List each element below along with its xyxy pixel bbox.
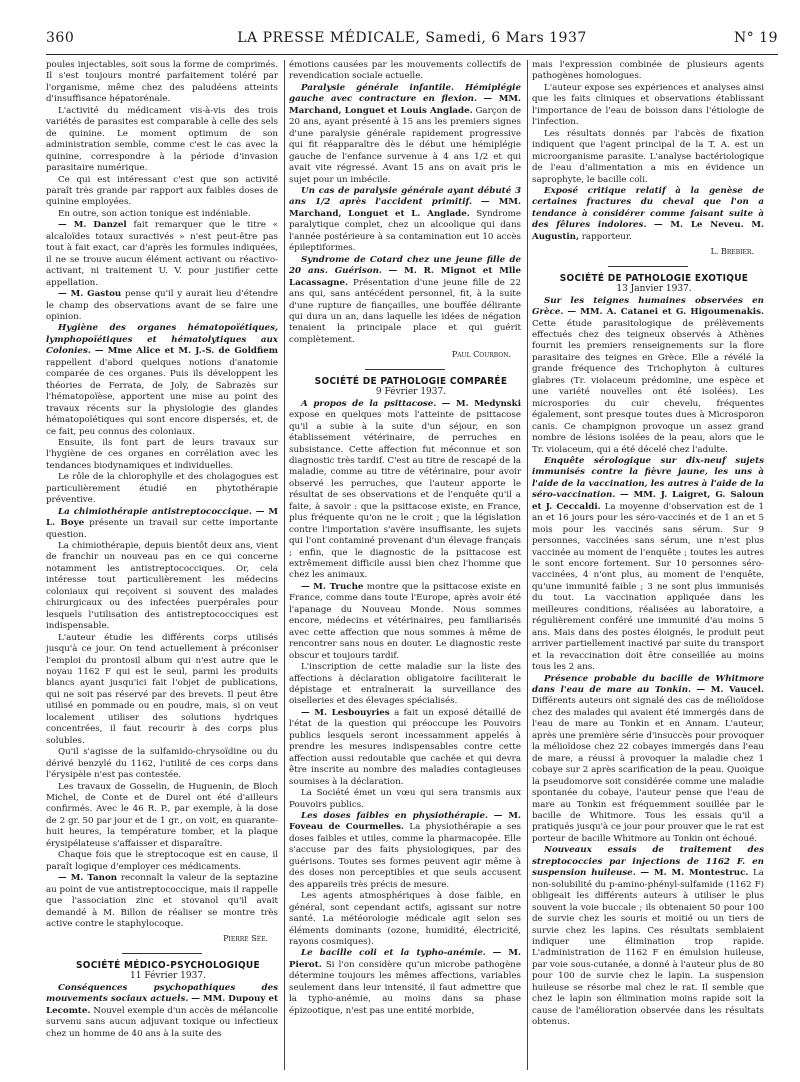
communication-title: Nouveaux essais de traitement des streptococcies par injections de 1162 F. en suspension huileuse. — [532, 845, 764, 879]
communication-title: Sur les teignes humaines observées en Grèce. — [532, 295, 764, 318]
paragraph-text: rapporteur. — [579, 231, 632, 242]
paragraph: L'inscription de cette maladie sur la liste des affections à déclaration obligatoire faciliterait le dépistage et entraînerait la surveillance des oiselleries et des élevages spécialisés. — [289, 662, 521, 707]
paragraph-text: reconnaît la valeur de la septazine au point de vue antistreptococcique, mais il rappelle que l'association zinc et stovanol qu'il avait demandé à M. Billon de réaliser se montre très active contre le staphylocoque. — [46, 873, 278, 929]
communication — [289, 83, 521, 186]
author-name: — M. Danzel — [58, 220, 127, 231]
author-name: — M. Foveau de Courmelles. — [289, 811, 521, 833]
communication — [289, 255, 521, 347]
section-heading: SOCIÉTÉ DE PATHOLOGIE EXOTIQUE — [559, 272, 749, 284]
author-name: — Mme Alice et M. J.-S. de Goldfiem — [94, 346, 278, 357]
paragraph: Les travaux de Gosselin, de Huguenin, de Bloch Michel, de Conte et de Durel ont été d'ailleurs confirmés. Avec le 46 R. P., par exemple, à la dose de 2 gr. 50 par jour et de 1 gr., on voit, en quarante-huit heures, la température tomber, et la plaque érysipélateuse s'affaisser et disparaître. — [46, 781, 278, 849]
communication-title: Enquête sérologique sur dix-neuf sujets immunisés contre la fièvre jaune, les uns à l'aide de la vaccination, les autres à l'aide de la séro-vaccination. — [532, 455, 764, 501]
paragraph-text: fait remarquer que le titre « alcaloïdes totaux suractivés » n'est peut-être pas tout à fait exact, car d'après les formules indiquées, il ne se trouve aucun élément activant ou réactivo-activant, ni traitement U. V. pour justifier cette appellation. — [46, 220, 278, 288]
communication — [289, 811, 521, 891]
paragraph-text: expose en quelques mots l'atteinte de psittacose qu'il a subie à la suite d'un séjour, en son établissement vétérinaire, de perruches en subsistance. Cette affection fut méconnue et son diagnostic très tardif. C'est au titre de rescapé de la maladie, comme au titre de vétérinaire, pour avoir observé les perruches, que l'auteur apporte le résultat de ses observations et de l'enquête qu'il a faite, à savoir : que la psittacose existe, en France, plus fréquente qu'on ne le croit ; que la législation contre l'importation s'avère insuffisante, les sujets qui l'ont contaminé provenant d'un élevage français ; enfin, que le diagnostic de la psittacose est extrêmement difficile aussi bien chez l'homme que chez les animaux. — [289, 410, 521, 581]
header-rule — [46, 54, 778, 55]
communication — [289, 948, 521, 1017]
author-name: — M L. Boye — [46, 506, 278, 529]
section-heading: SOCIÉTÉ MÉDICO-PSYCHOLOGIQUE — [76, 959, 260, 971]
paragraph-text: Présentation d'une jeune fille de 22 ans qui, sans antécédent personnel, fit, à la suite d'une rupture de fiançailles, une bouffée délirante qui dura un an, dans laquelle les idées de négation tenaient la principale place et qui guérit complètement. — [289, 277, 521, 345]
communication-title: Un cas de paralysie générale ayant débuté 3 ans 1/2 après l'accident primitif. — [289, 185, 521, 208]
communication-title: Conséquences psychopathiques des mouvements sociaux actuels. — [46, 982, 278, 1005]
paragraph-text: Différents auteurs ont signalé des cas de mélioïdose chez des malades qui avaient été immergés dans de l'eau de mare au Tonkin et en Annam. L'auteur, après une première série d'insuccès pour provoquer la mélioïdose chez 22 cobayes immergés dans l'eau de mare, a réussi à provoquer la maladie chez 1 cobaye sur 2 après scarification de la peau. Quoique la pseudomorve soit considérée comme une maladie spontanée du cobaye, l'auteur pense que l'eau de mare au Tonkin est fréquemment souillée par le bacille de Whitmore. Tous les essais qu'il a pratiqués jusqu'à ce jour pour prouver que le rat est porteur de bacille Whitmore au Tonkin ont échoué. — [532, 696, 764, 844]
newspaper-page — [46, 0, 778, 1082]
communication — [532, 845, 764, 1028]
paragraph-text: La moyenne d'observation est de 1 an et 16 jours pour les séro-vaccinés et de 1 an et 5 mois pour les vaccinés sans sérum. Sur 9 personnes, vaccinées sans sérum, une n'est plus vaccinée au moment de l'enquête ; toutes les autres le sont encore fortement. Sur 10 personnes séro-vaccinées, 4 n'ont plus, au moment de l'enquête, qu'une immunité faible ; 3 ne sont plus immunisés du tout. La vaccination appliquée dans les meilleures conditions, réalisées au laboratoire, a régulièrement conféré une immunité d'au moins 5 ans. Mais dans des postes éloignés, le produit peut arriver partiellement inactivé par suite du transport et la revaccination doit être conseillée au moins tous les 2 ans. — [532, 501, 764, 673]
issue-number: N° 19 — [733, 30, 778, 46]
communication-title: Le bacille coli et la typho-anémie. — [301, 948, 486, 959]
author-name: — M. Tanon — [58, 873, 118, 884]
paragraph: Ensuite, ils font part de leurs travaux sur l'hygiène de ces organes en corrélation avec les tendances biodynamiques et individuelles. — [46, 437, 278, 471]
paragraph — [46, 289, 278, 323]
column-divider — [527, 60, 528, 1070]
communication — [46, 507, 278, 541]
paragraph-text: présente un travail sur cette importante question. — [46, 518, 278, 540]
section-heading: SOCIÉTÉ DE PATHOLOGIE COMPARÉE — [314, 375, 508, 387]
paragraph-text: a fait un exposé détaillé de l'état de la question qui préoccupe les Pouvoirs publics lesquels seront incessamment appelés à prendre les mesures indispensables contre cette affection aussi redoutable que cachée et qui devra être inscrite au nombre des maladies contagieuses soumises à la déclaration. — [289, 707, 521, 787]
communication-title: La chimiothérapie antistreptococcique. — [58, 506, 252, 517]
author-name: — MM. A. Catanei et G. Higoumenakis. — [567, 307, 764, 318]
author-name: — MM. Marchand, Longuet et Louis Anglade. — [289, 94, 521, 116]
column-divider — [284, 60, 285, 1070]
author-name: — M. Vaucel. — [696, 685, 764, 696]
communication-title: Syndrome de Cotard chez une jeune fille de 20 ans. Guérison. — [289, 254, 521, 277]
paragraph: En outre, son action tonique est indéniable. — [58, 208, 251, 219]
communication-title: A propos de la psittacose. — [301, 398, 437, 409]
page-header — [46, 30, 778, 50]
paragraph-text: Si l'on considère qu'un microbe pathogène détermine toujours les mêmes affections, variables seulement dans leur intensité, il faut admettre que la typho-anémie, au moins dans sa phase épizootique, n'est pas une entité morbide, — [289, 959, 521, 1016]
author-name: — MM. Marchand, Longuet et L. Anglade. — [289, 197, 521, 219]
communication-title: Les doses faibles en physiothérapie. — [301, 811, 489, 821]
paragraph: La Société émet un vœu qui sera transmis aux Pouvoirs publics. — [289, 788, 521, 810]
author-name: — MM. J. Laigret, G. Saloun et J. Ceccaldi. — [532, 490, 764, 512]
communication — [532, 296, 764, 456]
paragraph-text: Nouvel exemple d'un accès de mélancolie survenu sans aucun adjuvant toxique ou infectieux chez un homme de 40 ans à la suite des — [46, 1005, 278, 1039]
paragraph — [289, 708, 521, 788]
paragraph: L'auteur étudie les différents corps utilisés jusqu'à ce jour. On tend actuellement à préconiser l'emploi du prontosil album qui n'est autre que le noyau 1162 F qui est le seul, parmi les produits blancs ayant jusqu'ici fait l'objet de publications, qui ne soit pas réservé par des brevets. Il peut être utilisé en pommade ou en poudre, mais, si on veut localement utiliser des solutions hydriques concentrées, il faut recourir à des corps plus solubles. — [46, 632, 278, 746]
paragraph — [46, 873, 278, 930]
communication — [289, 399, 521, 582]
journal-title: LA PRESSE MÉDICALE, Samedi, 6 Mars 1937 — [237, 30, 587, 46]
communication — [289, 186, 521, 255]
paragraph-text: Garçon de 20 ans, ayant présenté à 15 ans les premiers signes d'une paralysie générale rapidement progressive qui fit réapparaître dès le début une hémiplégie gauche de l'enfance survenue à 4 ans 1/2 et qui avait vite régressé. Avant 15 ans on avait pris le sujet pour un imbécile. — [289, 105, 521, 185]
section-divider — [122, 953, 202, 954]
paragraph — [289, 582, 521, 662]
communication-title: Paralysie générale infantile. Hémiplégie gauche avec contracture en flexion. — [289, 82, 521, 105]
column-3 — [532, 60, 764, 1070]
paragraph: Le rôle de la chlorophylle et des cholagogues est particulièrement étudié en phytothérapie préventive. — [46, 472, 278, 506]
communication — [532, 456, 764, 674]
paragraph-text: La physiothérapie a ses doses faibles et utiles, comme la pharmacopée. Elle s'accuse par des faits physiologiques, par des guérisons. Toutes ses formes peuvent agir même à des doses non perceptibles et que seuls accusent des appareils très précis de mesure. — [289, 822, 521, 890]
paragraph: Chaque fois que le streptocoque est en cause, il paraît logique d'employer ces médicaments. — [46, 850, 278, 872]
communication — [46, 323, 278, 438]
signature: Pierre Sée. — [223, 934, 268, 944]
communication-title: Exposé critique relatif à la genèse de certaines fractures du cheval que l'on a tendance à considérer comme faisant suite à des fêlures indolores. — [532, 185, 764, 231]
author-name: — M. M. Montestruc. — [640, 868, 749, 879]
section-date: 11 Février 1937. — [130, 971, 206, 982]
paragraph-text: montre que la psittacose existe en France, comme dans toute l'Europe, après avoir été l'apanage du Nouveau Monde. Nous sommes encore, médecins et vétérinaires, peu familiarisés avec cette affection que nous sommes à même de rencontrer sans nous en douter. Le diagnostic reste obscur et toujours tardif. — [289, 581, 521, 661]
section-divider — [608, 266, 688, 267]
communication — [46, 983, 278, 1040]
communication — [532, 186, 764, 243]
paragraph-text: rappellent d'abord quelques notions d'anatomie comparée de ces organes. Puis ils développent les théories de Ferrata, de Joly, de Sabrazès sur l'hématopoïèse, apportent une mise au point des travaux récents sur la physiologie des glandes hématopoïétiques qui sont encore dispersés, et, de ce fait, peu connus des coloniaux. — [46, 357, 278, 437]
paragraph: Ce qui est intéressant c'est que son activité paraît très grande par rapport aux faibles doses de quinine employées. — [46, 174, 278, 208]
signature: L. Brebier. — [710, 247, 754, 257]
communication-title: Présence probable du bacille de Whitmore dans l'eau de mare au Tonkin. — [532, 673, 764, 696]
section-date: 9 Février 1937. — [375, 387, 447, 398]
paragraph: L'activité du médicament vis-à-vis des trois variétés de parasites est comparable à celle des sels de quinine. Le moment optimum de son administration semble, comme c'est le cas avec la quinine, correspondre à la période d'invasion parasitaire numérique. — [46, 105, 278, 174]
communication — [532, 674, 764, 846]
signature: Paul Courbon. — [451, 350, 511, 360]
paragraph-text: pense qu'il y aurait lieu d'étendre le champ des observations avant de se faire une opinion. — [46, 289, 278, 322]
author-name: — M. Gastou — [58, 289, 122, 300]
paragraph: L'auteur expose ses expériences et analyses ainsi que les faits cliniques et observations établissant l'importance de l'eau de boisson dans l'étiologie de l'infection. — [532, 82, 764, 128]
page-number: 360 — [46, 30, 75, 46]
author-name: — M. R. Mignot et Mlle Lacassagne. — [289, 266, 521, 288]
author-name: — M. Lesbouyries — [301, 707, 390, 718]
paragraph — [46, 220, 278, 289]
section-divider — [365, 369, 445, 370]
author-name: — M. Truche — [301, 581, 364, 592]
paragraph: Qu'il s'agisse de la sulfamido-chrysoïdine ou du dérivé benzylé du 1162, l'utilité de ces corps dans l'érysipèle n'est pas contestée. — [46, 747, 278, 781]
section-date: 13 Janvier 1937. — [616, 284, 692, 295]
paragraph: La chimiothérapie, depuis bientôt deux ans, vient de franchir un nouveau pas en ce qui concerne notamment les antistreptococciques. Or, cela intéresse tout particulièrement les médecins coloniaux qui reçoivent si souvent des malades chirurgicaux ou des infectées puerpérales pour lesquels l'utilisation des antistreptococciques est indispensable. — [46, 541, 278, 632]
paragraph-text: La non-solubilité du p-amino-phényl-sulfamide (1162 F) obligeait les différents auteurs à utiliser le plus souvent la voie buccale ; ils obtenaient 50 pour 100 de survie chez les souris et moitié ou un tiers de survie chez les lapins. Ces résultats semblaient indiquer une élimination trop rapide. L'administration de 1162 F en émulsion huileuse, par voie sous-cutanée, a donné à l'auteur plus de 80 pour 100 de survie chez le lapin. La suspension huileuse se résorbe mal chez le rat. Il semble que chez le lapin son élimination moins rapide soit la cause de l'amélioration observée dans les résultats obtenus. — [532, 868, 764, 1028]
communication-title: Hygiène des organes hématopoïétiques, lymphopoïétiques et hématolytiques aux Colonies. — [46, 323, 278, 357]
paragraph: poules injectables, soit sous la forme de comprimés. Il s'est toujours montré parfaitement toléré par l'organisme, même chez des paludéens atteints d'insuffisance hépatorénale. — [46, 60, 278, 105]
author-name: — M. Le Neveu. M. Augustin, — [532, 220, 764, 242]
paragraph-text: Cette étude parasitologique de prélèvements effectués chez des teigneux observés à Athènes fournit les premiers renseignements sur la flore parasitaire des teignes en Grèce. Elle a révélé la grande fréquence des Trichophyton à cultures glabres (Tr. violaceum prédomine, une espèce et une variété nouvelles ont été isolées). Les microspories du cuir chevelu, fréquentes également, sont presque toutes dues à Microsporon canis. Ce champignon provoque un assez grand nombre de lésions isolées de la peau, alors que le Tr. violaceum, qui a été décelé chez l'adulte. — [532, 318, 764, 455]
author-name: — M. Pierot. — [289, 948, 521, 970]
paragraph: Les agents atmosphériques à dose faible, en général, sont cependant actifs, agissant sur notre santé. La météorologie médicale agit selon ses éléments dominants (ozone, humidité, électricité, rayons cosmiques). — [289, 891, 521, 947]
paragraph: Les résultats donnés par l'abcès de fixation indiquent que l'agent principal de la T. A. est un microorganisme parasite. L'analyse bactériologique de l'eau d'alimentation a mis en évidence un saprophyte, le bacille coli. — [532, 128, 764, 185]
paragraph: mais l'expression combinée de plusieurs agents pathogènes homologues. — [532, 60, 764, 82]
column-2 — [289, 60, 521, 1070]
paragraph-text: Syndrome paralytique complet, chez un alcoolique qui dans l'année postérieure à sa contamination eut 10 accès épileptiformes. — [289, 208, 521, 254]
column-1 — [46, 60, 278, 1070]
paragraph: émotions causées par les mouvements collectifs de revendication sociale actuelle. — [289, 60, 521, 82]
author-name: — M. Medynski — [441, 398, 521, 409]
author-name: — MM. Dupouy et Lecomte. — [46, 994, 278, 1016]
